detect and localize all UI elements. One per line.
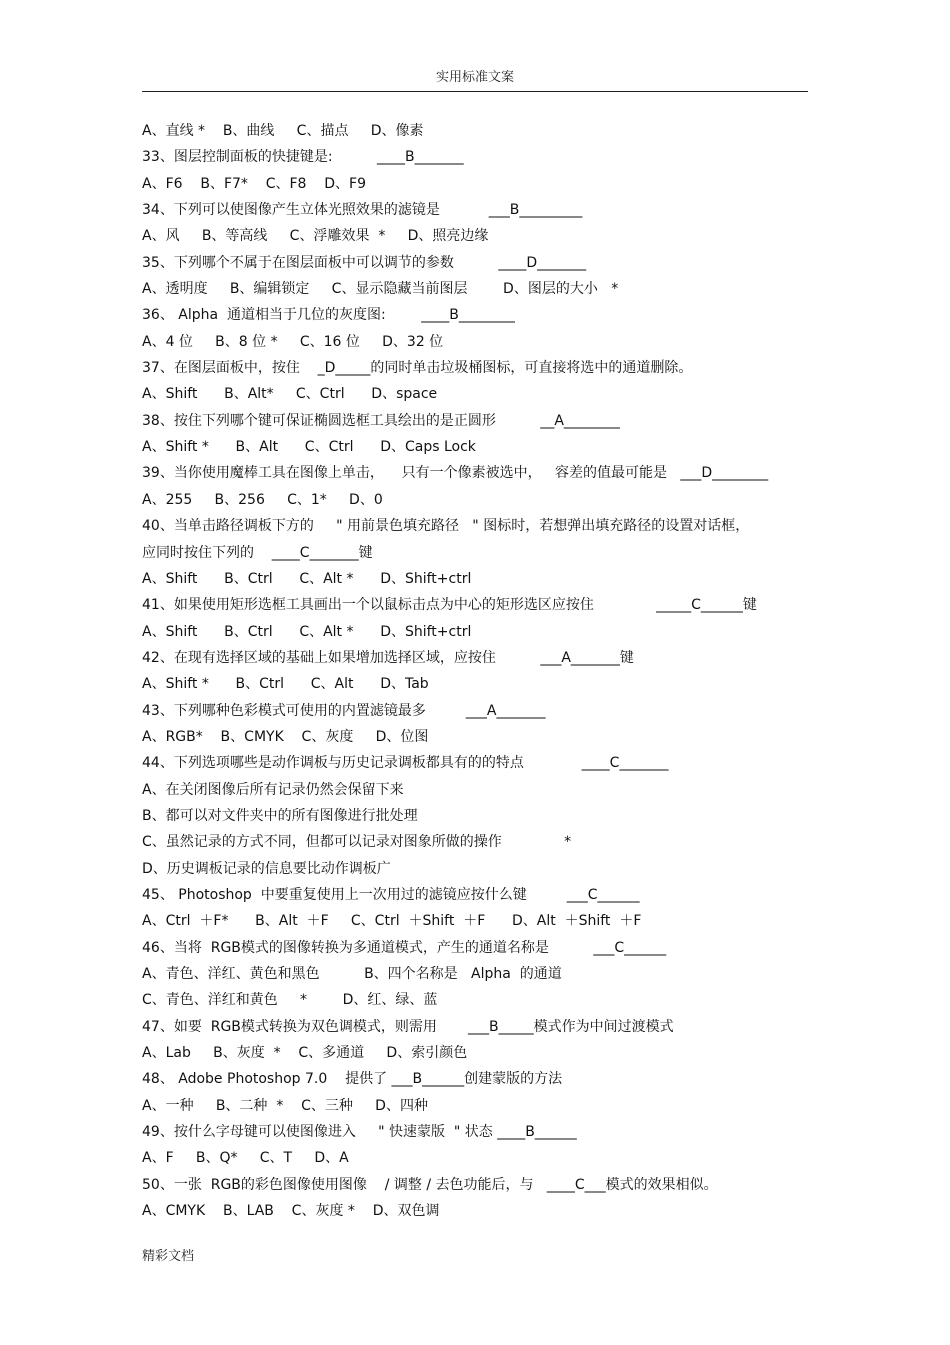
text-line: A、Shift B、Alt* C、Ctrl D、space (142, 386, 438, 403)
text-line: 33、图层控制面板的快捷键是: ____B_______ (142, 149, 464, 166)
text-line: 45、 Photoshop 中要重复使用上一次用过的滤镜应按什么键 ___C______ (142, 886, 640, 903)
text-line: 47、如要 RGB模式转换为双色调模式，则需用 ___B_____模式作为中间过渡模式 (142, 1018, 674, 1035)
text-line: 35、下列哪个不属于在图层面板中可以调节的参数 ____D_______ (142, 254, 587, 271)
text-line: 39、当你使用魔棒工具在图像上单击， 只有一个像素被选中， 容差的值最可能是 ___D________ (142, 465, 769, 482)
text-line: A、RGB* B、CMYK C、灰度 D、位图 (142, 728, 429, 745)
text-line: A、直线 * B、曲线 C、描点 D、像素 (142, 123, 424, 139)
text-line: A、透明度 B、编辑锁定 C、显示隐藏当前图层 D、图层的大小 * (142, 281, 619, 298)
text-line: 41、如果使用矩形选框工具画出一个以鼠标击点为中心的矩形选区应按住 _____C______键 (142, 597, 757, 614)
text-line: A、4 位 B、8 位 * C、16 位 D、32 位 (142, 333, 444, 350)
text-line: A、风 B、等高线 C、浮雕效果 * D、照亮边缘 (142, 228, 489, 245)
text-line: 46、当将 RGB模式的图像转换为多通道模式，产生的通道名称是 ___C______ (142, 939, 667, 956)
text-line: 应同时按住下列的 ____C_______键 (142, 544, 373, 561)
text-line: A、Shift * B、Ctrl C、Alt D、Tab (142, 676, 429, 693)
text-line: A、255 B、256 C、1* D、0 (142, 491, 383, 508)
text-line: A、Ctrl ＋F* B、Alt ＋F C、Ctrl ＋Shift ＋F D、Alt ＋Shift ＋F (142, 913, 642, 930)
text-line: 38、按住下列哪个键可保证椭圆选框工具绘出的是正圆形 __A________ (142, 412, 620, 429)
text-line: 50、一张 RGB的彩色图像使用图像 / 调整 / 去色功能后，与 ____C___模式的效果相似。 (142, 1176, 718, 1193)
text-line: 42、在现有选择区域的基础上如果增加选择区域，应按住 ___A_______键 (142, 649, 634, 666)
header-rule (142, 91, 808, 92)
text-line: 40、当单击路径调板下方的 " 用前景色填充路径 " 图标时，若想弹出填充路径的设置对话框， (142, 518, 750, 535)
page-footer: 精彩文档 (142, 1249, 195, 1264)
text-line: B、都可以对文件夹中的所有图像进行批处理 (142, 807, 418, 824)
text-line: C、虽然记录的方式不同，但都可以记录对图象所做的操作 * (142, 834, 572, 851)
text-line: A、Shift B、Ctrl C、Alt * D、Shift+ctrl (142, 623, 472, 640)
question-list (142, 118, 822, 1224)
text-line: D、历史调板记录的信息要比动作调板广 (142, 860, 391, 877)
text-line: A、一种 B、二种 * C、三种 D、四种 (142, 1097, 428, 1114)
text-line: A、在关闭图像后所有记录仍然会保留下来 (142, 781, 404, 798)
text-line: A、F B、Q* C、T D、A (142, 1150, 349, 1167)
text-line: 37、在图层面板中，按住 _D_____的同时单击垃圾桶图标，可直接将选中的通道删除。 (142, 360, 693, 377)
text-line: A、F6 B、F7* C、F8 D、F9 (142, 175, 366, 192)
text-line: 36、 Alpha 通道相当于几位的灰度图: ____B________ (142, 307, 515, 324)
text-line: A、青色、洋红、黄色和黑色 B、四个名称是 Alpha 的通道 (142, 966, 562, 982)
text-line: 44、下列选项哪些是动作调板与历史记录调板都具有的的特点 ____C_______ (142, 755, 669, 772)
text-line: 49、按什么字母键可以使图像进入 " 快速蒙版 " 状态 ____B______ (142, 1124, 577, 1141)
text-line: 48、 Adobe Photoshop 7.0 提供了 ___B______创建蒙版的方法 (142, 1071, 563, 1088)
text-line: A、Lab B、灰度 * C、多通道 D、索引颜色 (142, 1045, 468, 1062)
page-header: 实用标准文案 (435, 70, 514, 85)
text-line: A、CMYK B、LAB C、灰度 * D、双色调 (142, 1203, 440, 1220)
text-line: 43、下列哪种色彩模式可使用的内置滤镜最多 ___A_______ (142, 702, 546, 719)
text-line: A、Shift B、Ctrl C、Alt * D、Shift+ctrl (142, 570, 472, 587)
text-line: A、Shift * B、Alt C、Ctrl D、Caps Lock (142, 439, 476, 456)
text-line: C、青色、洋红和黄色 * D、红、绿、蓝 (142, 992, 438, 1009)
text-line: 34、下列可以使图像产生立体光照效果的滤镜是 ___B_________ (142, 202, 583, 219)
